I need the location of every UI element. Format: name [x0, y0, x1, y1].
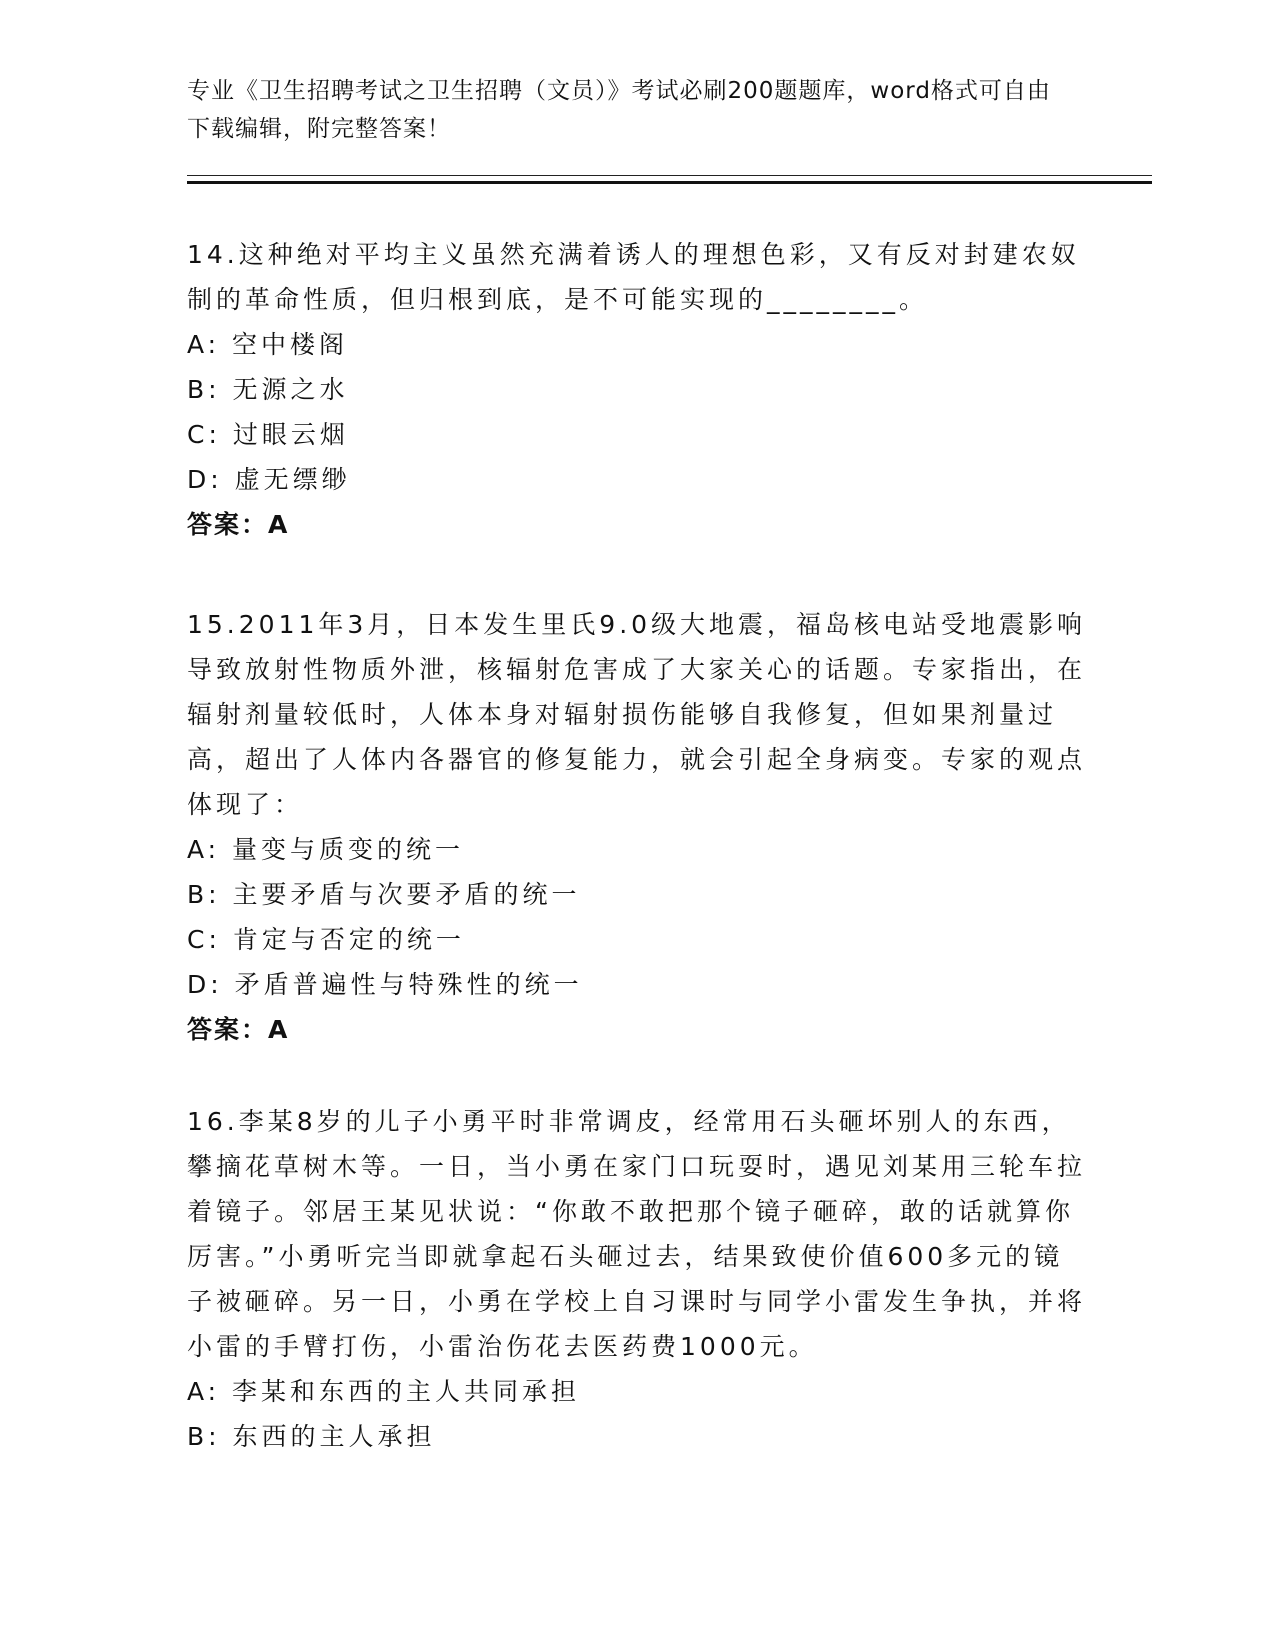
option-d: D: 虚无缥缈 — [187, 465, 351, 494]
option-a: A: 李某和东西的主人共同承担 — [187, 1377, 581, 1406]
option-c: C: 过眼云烟 — [187, 420, 349, 449]
option-a: A: 空中楼阁 — [187, 330, 349, 359]
option-a: A: 量变与质变的统一 — [187, 835, 465, 864]
header-note: 专业《卫生招聘考试之卫生招聘（文员）》考试必刷200题题库，word格式可自由下载编辑，附完整答案！ — [187, 78, 1051, 142]
question-14 — [187, 232, 1087, 547]
option-c: C: 肯定与否定的统一 — [187, 925, 465, 954]
header-divider-thin — [187, 175, 1152, 176]
answer-line: 答案：A — [187, 1015, 290, 1044]
option-b: B: 东西的主人承担 — [187, 1422, 436, 1451]
header-divider-thick — [187, 181, 1152, 184]
option-b: B: 无源之水 — [187, 375, 349, 404]
option-b: B: 主要矛盾与次要矛盾的统一 — [187, 880, 581, 909]
answer-line: 答案：A — [187, 510, 290, 539]
question-15 — [187, 602, 1087, 1052]
option-d: D: 矛盾普遍性与特殊性的统一 — [187, 970, 583, 999]
question-16 — [187, 1099, 1087, 1459]
question-stem: 16.李某8岁的儿子小勇平时非常调皮，经常用石头砸坏别人的东西，攀摘花草树木等。一日，当小勇在家门口玩耍时，遇见刘某用三轮车拉着镜子。邻居王某见状说：“你敢不敢把那个镜子砸碎，敢的话就算你厉害。”小勇听完当即就拿起石头砸过去，结果致使价值600多元的镜子被砸碎。另一日，小勇在学校上自习课时与同学小雷发生争执，并将小雷的手臂打伤，小雷治伤花去医药费1000元。 — [187, 1107, 1087, 1361]
question-stem: 14.这种绝对平均主义虽然充满着诱人的理想色彩，又有反对封建农奴制的革命性质，但归根到底，是不可能实现的________。 — [187, 240, 1080, 314]
question-stem: 15.2011年3月，日本发生里氏9.0级大地震，福岛核电站受地震影响导致放射性物质外泄，核辐射危害成了大家关心的话题。专家指出，在辐射剂量较低时，人体本身对辐射损伤能够自我修复，但如果剂量过高，超出了人体内各器官的修复能力，就会引起全身病变。专家的观点体现了： — [187, 610, 1087, 819]
